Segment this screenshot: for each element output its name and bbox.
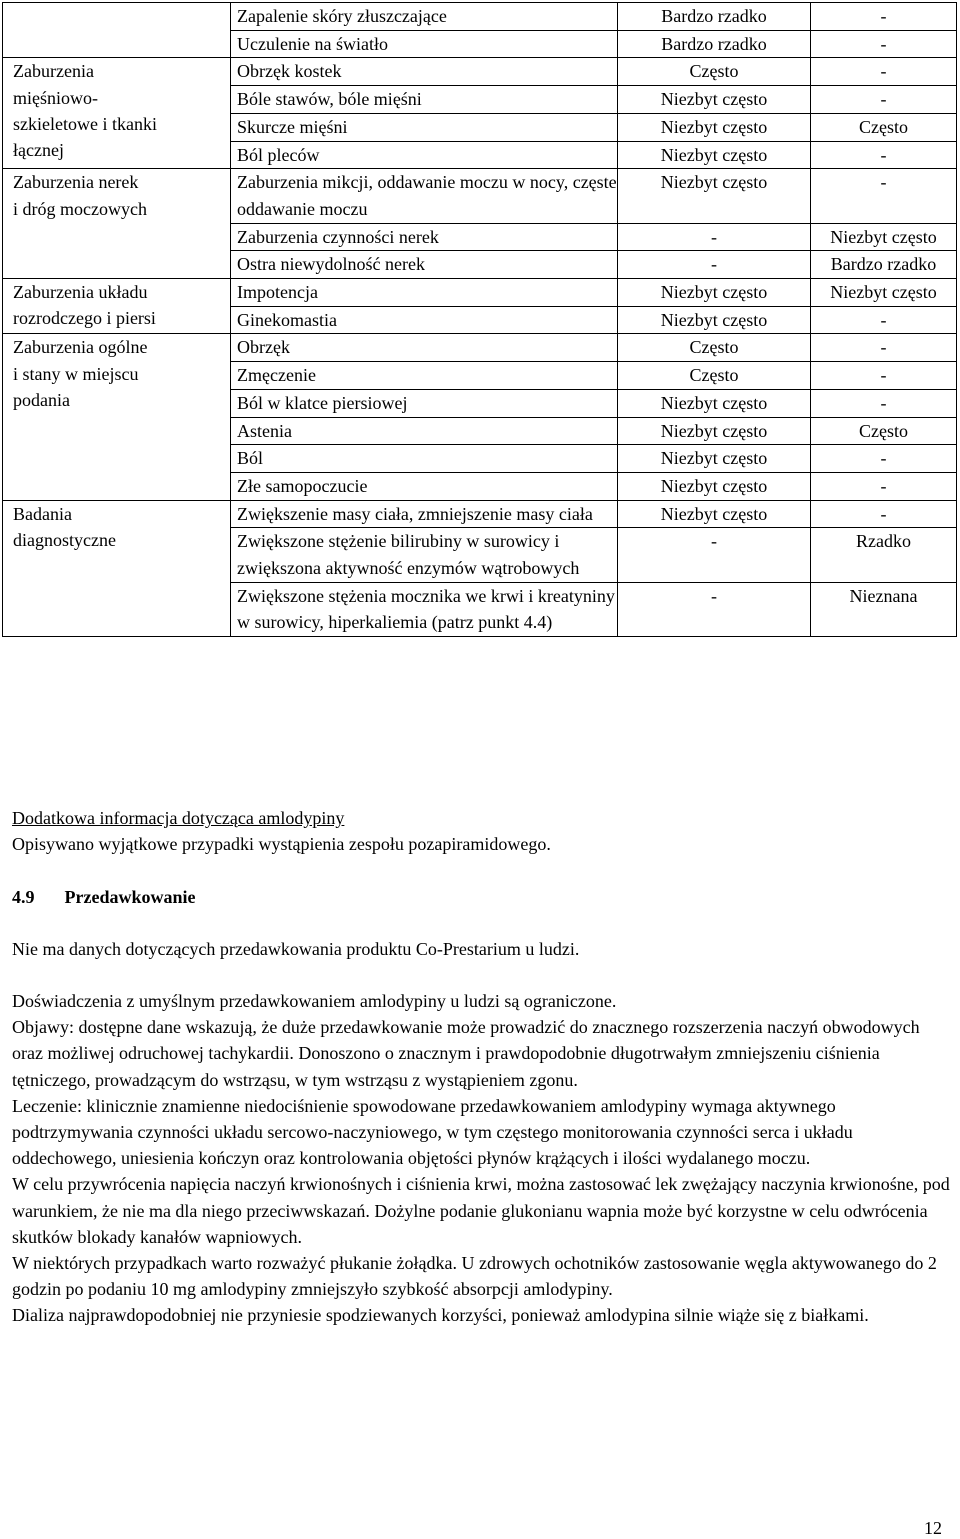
- frequency-cell: -: [811, 141, 957, 169]
- overdose-text-block: [12, 988, 952, 1329]
- system-organ-class-line: Zaburzenia układu: [13, 282, 148, 303]
- frequency-cell: -: [811, 30, 957, 58]
- effect-cell: Skurcze mięśni: [231, 113, 618, 141]
- frequency-cell: Niezbyt często: [811, 279, 957, 307]
- system-organ-class-cell: [3, 58, 231, 169]
- frequency-cell: Często: [811, 417, 957, 445]
- system-organ-class-line: łącznej: [13, 140, 64, 161]
- adverse-effects-table: [2, 2, 957, 637]
- paragraph-vasopressor: W celu przywrócenia napięcia naczyń krwionośnych i ciśnienia krwi, można zastosować lek zwężający naczynia krwionośne, pod warunkiem, że nie ma dla niego przeciwwskazań. Dożylne podanie glukonianu wapnia może być korzystne w celu odwrócenia skutków blokady kanałów wapniowych.: [12, 1174, 950, 1247]
- table-row: [3, 3, 957, 31]
- effect-cell: Impotencja: [231, 279, 618, 307]
- system-organ-class-line: Zaburzenia ogólne: [13, 337, 148, 358]
- table-row: [3, 500, 957, 528]
- frequency-cell: -: [618, 251, 811, 279]
- frequency-cell: -: [811, 500, 957, 528]
- paragraph-treatment: Leczenie: klinicznie znamienne niedociśnienie spowodowane przedawkowaniem amlodypiny wymaga aktywnego podtrzymywania czynności układu sercowo-naczyniowego, w tym częstego monitorowania czynności serca i układu oddechowego, uniesienia kończyn oraz kontrolowania objętości płynów krążących i ilości wydalanego moczu.: [12, 1095, 853, 1169]
- section-number: 4.9: [12, 887, 35, 907]
- effect-cell: Ból: [231, 445, 618, 473]
- effect-cell: Zwiększone stężenia mocznika we krwi i kreatyniny w surowicy, hiperkaliemia (patrz punkt 4.4): [231, 582, 618, 636]
- paragraph-no-data: Nie ma danych dotyczących przedawkowania produktu Co-Prestarium u ludzi.: [12, 939, 580, 959]
- frequency-cell: Niezbyt często: [618, 169, 811, 223]
- system-organ-class-cell: [3, 169, 231, 279]
- frequency-cell: -: [811, 334, 957, 362]
- system-organ-class-line: i stany w miejscu: [13, 363, 139, 384]
- system-organ-class-cell: [3, 279, 231, 334]
- paragraph-experience: Doświadczenia z umyślnym przedawkowaniem amlodypiny u ludzi są ograniczone.: [12, 991, 617, 1011]
- frequency-cell: -: [811, 362, 957, 390]
- frequency-cell: Niezbyt często: [618, 500, 811, 528]
- frequency-cell: -: [618, 582, 811, 636]
- frequency-cell: -: [811, 169, 957, 223]
- effect-cell: Ostra niewydolność nerek: [231, 251, 618, 279]
- frequency-cell: -: [811, 86, 957, 114]
- section-heading: [12, 884, 952, 910]
- effect-cell: Obrzęk kostek: [231, 58, 618, 86]
- frequency-cell: -: [811, 306, 957, 334]
- frequency-cell: Często: [618, 334, 811, 362]
- table-row: [3, 279, 957, 307]
- system-organ-class-line: mięśniowo-: [13, 87, 98, 108]
- system-organ-class-line: i dróg moczowych: [13, 198, 147, 219]
- frequency-cell: -: [811, 389, 957, 417]
- paragraph-dialysis: Dializa najprawdopodobniej nie przyniesie spodziewanych korzyści, ponieważ amlodypina silnie wiąże się z białkami.: [12, 1305, 869, 1326]
- effect-cell: Uczulenie na światło: [231, 30, 618, 58]
- effect-cell: Zaburzenia czynności nerek: [231, 223, 618, 251]
- page-number: 12: [924, 1518, 942, 1538]
- frequency-cell: Niezbyt często: [618, 279, 811, 307]
- frequency-cell: Bardzo rzadko: [618, 3, 811, 31]
- effect-cell: Ginekomastia: [231, 306, 618, 334]
- system-organ-class-cell: [3, 500, 231, 637]
- frequency-cell: -: [618, 223, 811, 251]
- paragraph-symptoms: Objawy: dostępne dane wskazują, że duże przedawkowanie może prowadzić do znacznego rozszerzenia naczyń obwodowych oraz możliwej odruchowej tachykardii. Donoszono o znacznym i prawdopodobnie długotrwałym zmniejszeniu ciśnienia tętniczego, prowadzącym do wstrząsu, w tym wstrząsu z wystąpieniem zgonu.: [12, 1017, 920, 1090]
- system-organ-class-cell: [3, 3, 231, 58]
- effect-cell: Zmęczenie: [231, 362, 618, 390]
- frequency-cell: Niezbyt często: [618, 445, 811, 473]
- effect-cell: Zapalenie skóry złuszczające: [231, 3, 618, 31]
- frequency-cell: -: [618, 528, 811, 582]
- effect-cell: Bóle stawów, bóle mięśni: [231, 86, 618, 114]
- effect-cell: Zwiększenie masy ciała, zmniejszenie masy ciała: [231, 500, 618, 528]
- additional-info-heading: Dodatkowa informacja dotycząca amlodypiny: [12, 808, 345, 828]
- frequency-cell: Niezbyt często: [618, 86, 811, 114]
- table-row: [3, 58, 957, 86]
- frequency-cell: Nieznana: [811, 582, 957, 636]
- frequency-cell: -: [811, 3, 957, 31]
- frequency-cell: Często: [618, 362, 811, 390]
- frequency-cell: Niezbyt często: [618, 141, 811, 169]
- system-organ-class-line: Badania: [13, 503, 72, 524]
- frequency-cell: -: [811, 445, 957, 473]
- system-organ-class-line: diagnostyczne: [13, 529, 116, 550]
- paragraph-gastric-lavage: W niektórych przypadkach warto rozważyć płukanie żołądka. U zdrowych ochotników zastosowanie węgla aktywowanego do 2 godzin po podaniu 10 mg amlodypiny zmniejszyło szybkość absorpcji amlodypiny.: [12, 1253, 937, 1300]
- system-organ-class-line: podania: [13, 390, 70, 411]
- effect-cell: Astenia: [231, 417, 618, 445]
- additional-info: [12, 805, 952, 857]
- frequency-cell: Niezbyt często: [618, 113, 811, 141]
- frequency-cell: Rzadko: [811, 528, 957, 582]
- effect-cell: Obrzęk: [231, 334, 618, 362]
- effect-cell: Złe samopoczucie: [231, 472, 618, 500]
- frequency-cell: Niezbyt często: [618, 389, 811, 417]
- frequency-cell: -: [811, 472, 957, 500]
- frequency-cell: Często: [811, 113, 957, 141]
- additional-info-text: Opisywano wyjątkowe przypadki wystąpienia zespołu pozapiramidowego.: [12, 834, 551, 855]
- system-organ-class-line: szkieletowe i tkanki: [13, 114, 157, 134]
- table-row: [3, 334, 957, 362]
- system-organ-class-cell: [3, 334, 231, 500]
- frequency-cell: -: [811, 58, 957, 86]
- frequency-cell: Często: [618, 58, 811, 86]
- frequency-cell: Niezbyt często: [618, 472, 811, 500]
- system-organ-class-line: rozrodczego i piersi: [13, 308, 156, 329]
- frequency-cell: Niezbyt często: [618, 306, 811, 334]
- effect-cell: Zwiększone stężenie bilirubiny w surowicy i zwiększona aktywność enzymów wątrobowych: [231, 528, 618, 582]
- frequency-cell: Niezbyt często: [811, 223, 957, 251]
- effect-cell: Ból pleców: [231, 141, 618, 169]
- effect-cell: Ból w klatce piersiowej: [231, 389, 618, 417]
- table-row: [3, 169, 957, 223]
- system-organ-class-line: Zaburzenia: [13, 61, 94, 82]
- frequency-cell: Bardzo rzadko: [618, 30, 811, 58]
- frequency-cell: Niezbyt często: [618, 417, 811, 445]
- effect-cell: Zaburzenia mikcji, oddawanie moczu w nocy, częste oddawanie moczu: [231, 169, 618, 223]
- section-title: Przedawkowanie: [64, 887, 196, 907]
- frequency-cell: Bardzo rzadko: [811, 251, 957, 279]
- system-organ-class-line: Zaburzenia nerek: [13, 172, 139, 193]
